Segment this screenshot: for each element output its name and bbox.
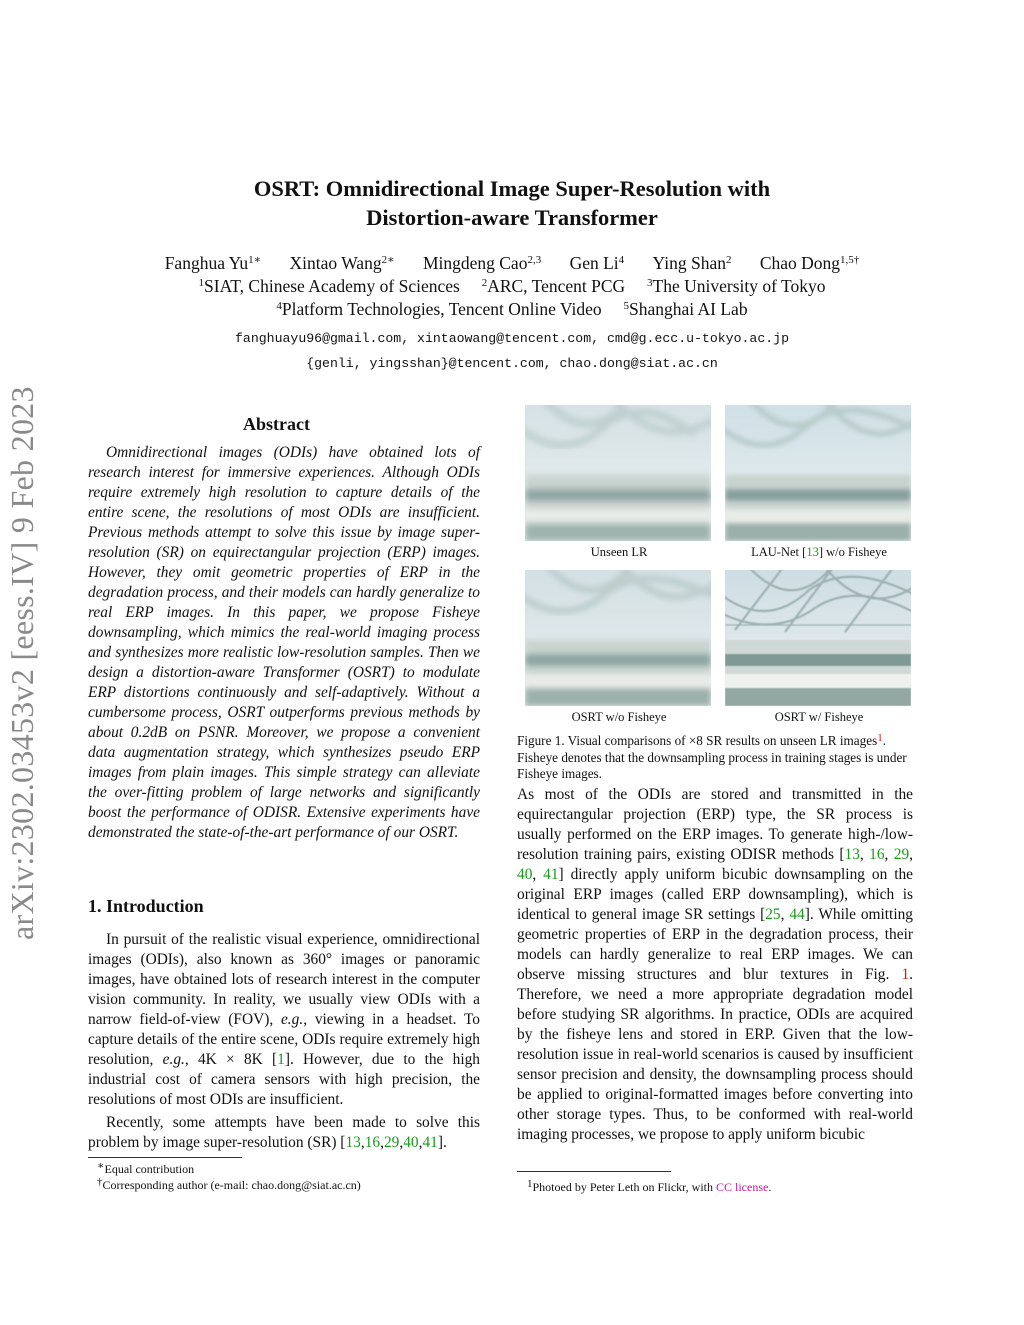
abstract-text: Omnidirectional images (ODIs) have obtained lots of research interest for immersive experiences. Although ODIs require extremely high resolution to capture details of the entire scene, the resolutions of most ODIs are insufficient. Previous methods attempt to solve this issue by image super-resolution (SR) on equirectangular projection (ERP) images. However, they omit geometric properties of ERP in the degradation process, and their models can hardly generalize to real ERP images. In this paper, we propose Fisheye downsampling, which mimics the real-world imaging process and synthesizes more realistic low-resolution samples. Then we design a distortion-aware Transformer (OSRT) to modulate ERP distortions continuously and self-adaptively. Without a cumbersome process, OSRT outperforms previous methods by about 0.2dB on PSNR. Moreover, we propose a convenient data augmentation strategy, which synthesizes pseudo ERP images from plain images. This simple strategy can alleviate the over-fitting problem of large networks and significantly boost the performance of ODISR. Extensive experiments have demonstrated the state-of-the-art performance of our OSRT.: [88, 444, 480, 841]
section-heading-introduction: 1. Introduction: [88, 896, 204, 916]
author: Mingdeng Cao$^{2,3}$: [422, 253, 542, 273]
figure-1-caption: Figure 1. Visual comparisons of ×8 SR results on unseen LR images$^1$. Fisheye denotes that the downsampling process in training stages is under Fisheye images.: [517, 732, 907, 781]
author-block: [0, 252, 1024, 375]
paper-title: [0, 174, 1024, 232]
citation-link[interactable]: 1: [277, 1051, 285, 1068]
intro-body: [88, 930, 480, 1153]
figure-link[interactable]: 1: [901, 966, 910, 983]
figure-image-unseen-lr: [525, 405, 711, 541]
figure-panel-caption: Unseen LR: [590, 545, 648, 559]
intro-paragraph-1: In pursuit of the realistic visual experience, omnidirectional images (ODIs), also known as 360° images or panoramic images, have obtained lots of research interest in the computer vision community. In reality, we usually view ODIs with a narrow field-of-view (FOV), e.g., viewing in a headset. To capture details of the entire scene, ODIs require extremely high resolution, e.g., 4K × 8K [1]. However, due to the high industrial cost of camera sensors with high precision, the resolutions of most ODIs are insufficient.: [88, 931, 480, 1108]
email-line-1: fanghuayu96@gmail.com, xintaowang@tencent.com, cmd@g.ecc.u-tokyo.ac.jp: [235, 331, 789, 346]
citation-link[interactable]: 16: [869, 846, 885, 863]
figure-panel: [725, 405, 913, 560]
figure-panel-caption: OSRT w/ Fisheye: [774, 710, 864, 724]
citation-link[interactable]: 13: [844, 846, 860, 863]
abstract-heading: Abstract: [243, 414, 310, 434]
title-line-2: Distortion-aware Transformer: [366, 205, 658, 230]
cc-license-link[interactable]: CC license: [716, 1180, 769, 1194]
author-list: [0, 252, 1024, 275]
right-column-paragraph: As most of the ODIs are stored and transmitted in the equirectangular projection (ERP) type, the SR process is usually performed on the ERP images. To generate high-/low-resolution training pairs, existing ODISR methods [13, 16, 29, 40, 41] directly apply uniform bicubic downsampling on the original ERP images (called ERP downsampling), which is identical to general image SR settings [25, 44]. While omitting geometric properties of ERP in the degradation process, their models can hardly generalize to real ERP images. We can observe missing structures and blur textures in Fig. 1. Therefore, we need a more appropriate degradation model before studying SR algorithms. In practice, ODIs are acquired by the fisheye lens and stored in ERP. Given that the low-resolution issue in real-world scenarios is caused by insufficient sensor precision and density, the downsampling process should be applied to original-formatted images before converting into other storage types. Thus, to be conformed with real-world imaging processes, we propose to apply uniform bicubic: [517, 786, 914, 1143]
citation-link[interactable]: 44: [789, 906, 805, 923]
abstract-body: [88, 443, 480, 843]
figure-image-lau-net: [725, 405, 911, 541]
author: Xintao Wang$^{2∗}$: [289, 253, 395, 273]
footnote-corresponding: †Corresponding author (e-mail: chao.dong@siat.ac.cn): [97, 1176, 361, 1192]
figure-image-osrt-wo-fisheye: [525, 570, 711, 706]
citation-link[interactable]: 40: [403, 1134, 419, 1151]
footnote-link[interactable]: 1: [877, 732, 883, 744]
author: Gen Li$^4$: [569, 253, 625, 273]
citation-link[interactable]: 41: [543, 866, 559, 883]
figure-panel-caption: LAU-Net [13] w/o Fisheye: [751, 545, 887, 559]
author: Chao Dong$^{1,5\dagger}$: [759, 253, 860, 273]
right-column-body: [517, 785, 913, 1145]
author: Ying Shan$^2$: [652, 253, 732, 273]
citation-link[interactable]: 41: [422, 1134, 438, 1151]
citation-link[interactable]: 40: [517, 866, 533, 883]
affiliation-line-1: $^1$SIAT, Chinese Academy of Sciences $^2$ARC, Tencent PCG $^3$The University of Tokyo: [198, 276, 826, 296]
figure-panel: [525, 405, 713, 560]
footnote-rule: [88, 1157, 242, 1158]
citation-link[interactable]: 16: [364, 1134, 381, 1151]
citation-link[interactable]: 25: [765, 906, 781, 923]
citation-link[interactable]: 13: [345, 1134, 361, 1151]
citation-link[interactable]: 29: [383, 1134, 400, 1151]
figure-panel-caption: OSRT w/o Fisheye: [571, 710, 667, 724]
figure-image-osrt-w-fisheye: [725, 570, 911, 706]
footnote-equal: ∗Equal contribution: [97, 1160, 195, 1176]
email-line-2: {genli, yingsshan}@tencent.com, chao.dong@siat.ac.cn: [306, 356, 718, 371]
title-line-1: OSRT: Omnidirectional Image Super-Resolution with: [253, 176, 771, 201]
footnote-rule: [517, 1171, 671, 1172]
author: Fanghua $Yu^{1∗}$: [164, 253, 262, 273]
arxiv-stamp: arXiv:2302.03453v2 [eess.IV] 9 Feb 2023: [4, 386, 40, 940]
figure-panel: [725, 570, 913, 725]
footnote-flickr: $^1$Photoed by Peter Leth on Flickr, with CC license.: [527, 1178, 772, 1194]
affiliation-line-2: $^4$Platform Technologies, Tencent Online Video $^5$Shanghai AI Lab: [276, 299, 748, 319]
citation-link[interactable]: 13: [806, 545, 819, 559]
figure-panel: [525, 570, 713, 725]
citation-link[interactable]: 29: [893, 846, 910, 863]
footnotes-left: [97, 1161, 487, 1193]
intro-paragraph-2: Recently, some attempts have been made to solve this problem by image super-resolution (SR) [13,16,29,40,41].: [88, 1114, 480, 1151]
